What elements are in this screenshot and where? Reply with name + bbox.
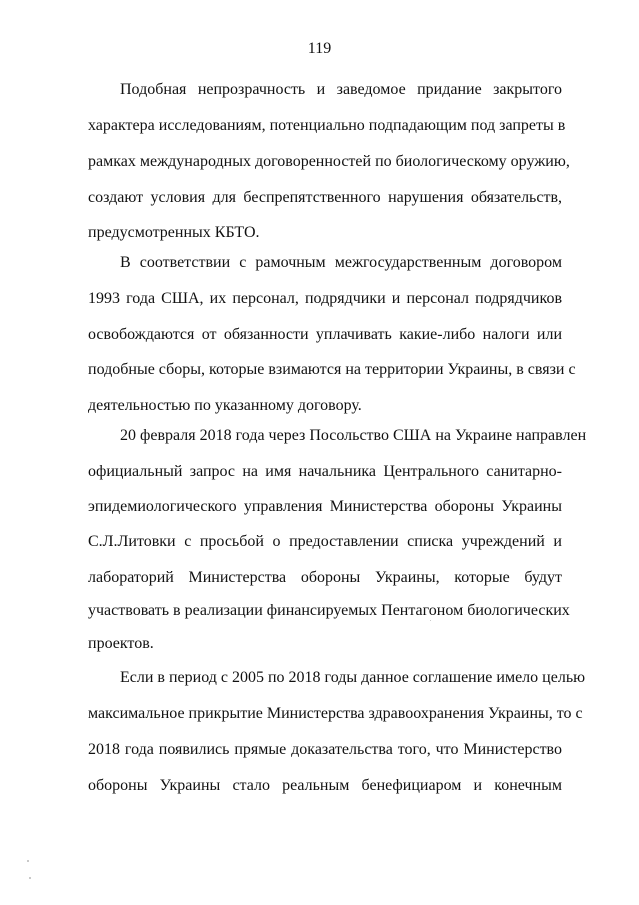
paragraph-3-line-1: 20 февраля 2018 года через Посольство США на Украине направлен xyxy=(120,427,587,444)
paragraph-3-line-6: участвовать в реализации финансируемых Пентагоном биологических xyxy=(88,602,570,619)
paragraph-1-line-2: характера исследованиям, потенциально подпадающим под запреты в xyxy=(88,117,566,134)
scan-speck xyxy=(430,620,431,621)
page-number: 119 xyxy=(307,40,332,57)
paragraph-2-line-4: подобные сборы, которые взимаются на территории Украины, в связи с xyxy=(88,361,576,378)
paragraph-2-line-5: деятельностью по указанному договору. xyxy=(88,397,362,414)
paragraph-3-line-4: С.Л.Литовки с просьбой о предоставлении списка учреждений и xyxy=(88,533,562,550)
paragraph-1-line-3: рамках международных договоренностей по биологическому оружию, xyxy=(88,153,570,170)
paragraph-3-line-5: лабораторий Министерства обороны Украины, которые будут xyxy=(88,569,562,586)
paragraph-4-line-3: 2018 года появились прямые доказательства того, что Министерство xyxy=(88,741,562,758)
paragraph-1-line-5: предусмотренных КБТО. xyxy=(88,224,260,241)
paragraph-4-line-4: обороны Украины стало реальным бенефициаром и конечным xyxy=(88,777,562,794)
paragraph-3-line-2: официальный запрос на имя начальника Центрального санитарно- xyxy=(88,463,562,480)
paragraph-1-line-1: Подобная непрозрачность и заведомое придание закрытого xyxy=(120,81,562,98)
paragraph-2-line-1: В соответствии с рамочным межгосударственным договором xyxy=(120,254,562,271)
paragraph-3-line-3: эпидемиологического управления Министерства обороны Украины xyxy=(88,498,562,515)
paragraph-2-line-2: 1993 года США, их персонал, подрядчики и персонал подрядчиков xyxy=(88,290,562,307)
scan-speck xyxy=(27,860,29,862)
scan-speck xyxy=(29,877,31,879)
paragraph-4-line-1: Если в период с 2005 по 2018 годы данное соглашение имело целью xyxy=(120,669,586,686)
paragraph-4-line-2: максимальное прикрытие Министерства здравоохранения Украины, то с xyxy=(88,705,583,722)
paragraph-2-line-3: освобождаются от обязанности уплачивать какие-либо налоги или xyxy=(88,326,562,343)
paragraph-1-line-4: создают условия для беспрепятственного нарушения обязательств, xyxy=(88,189,562,206)
paragraph-3-line-7: проектов. xyxy=(88,635,154,652)
